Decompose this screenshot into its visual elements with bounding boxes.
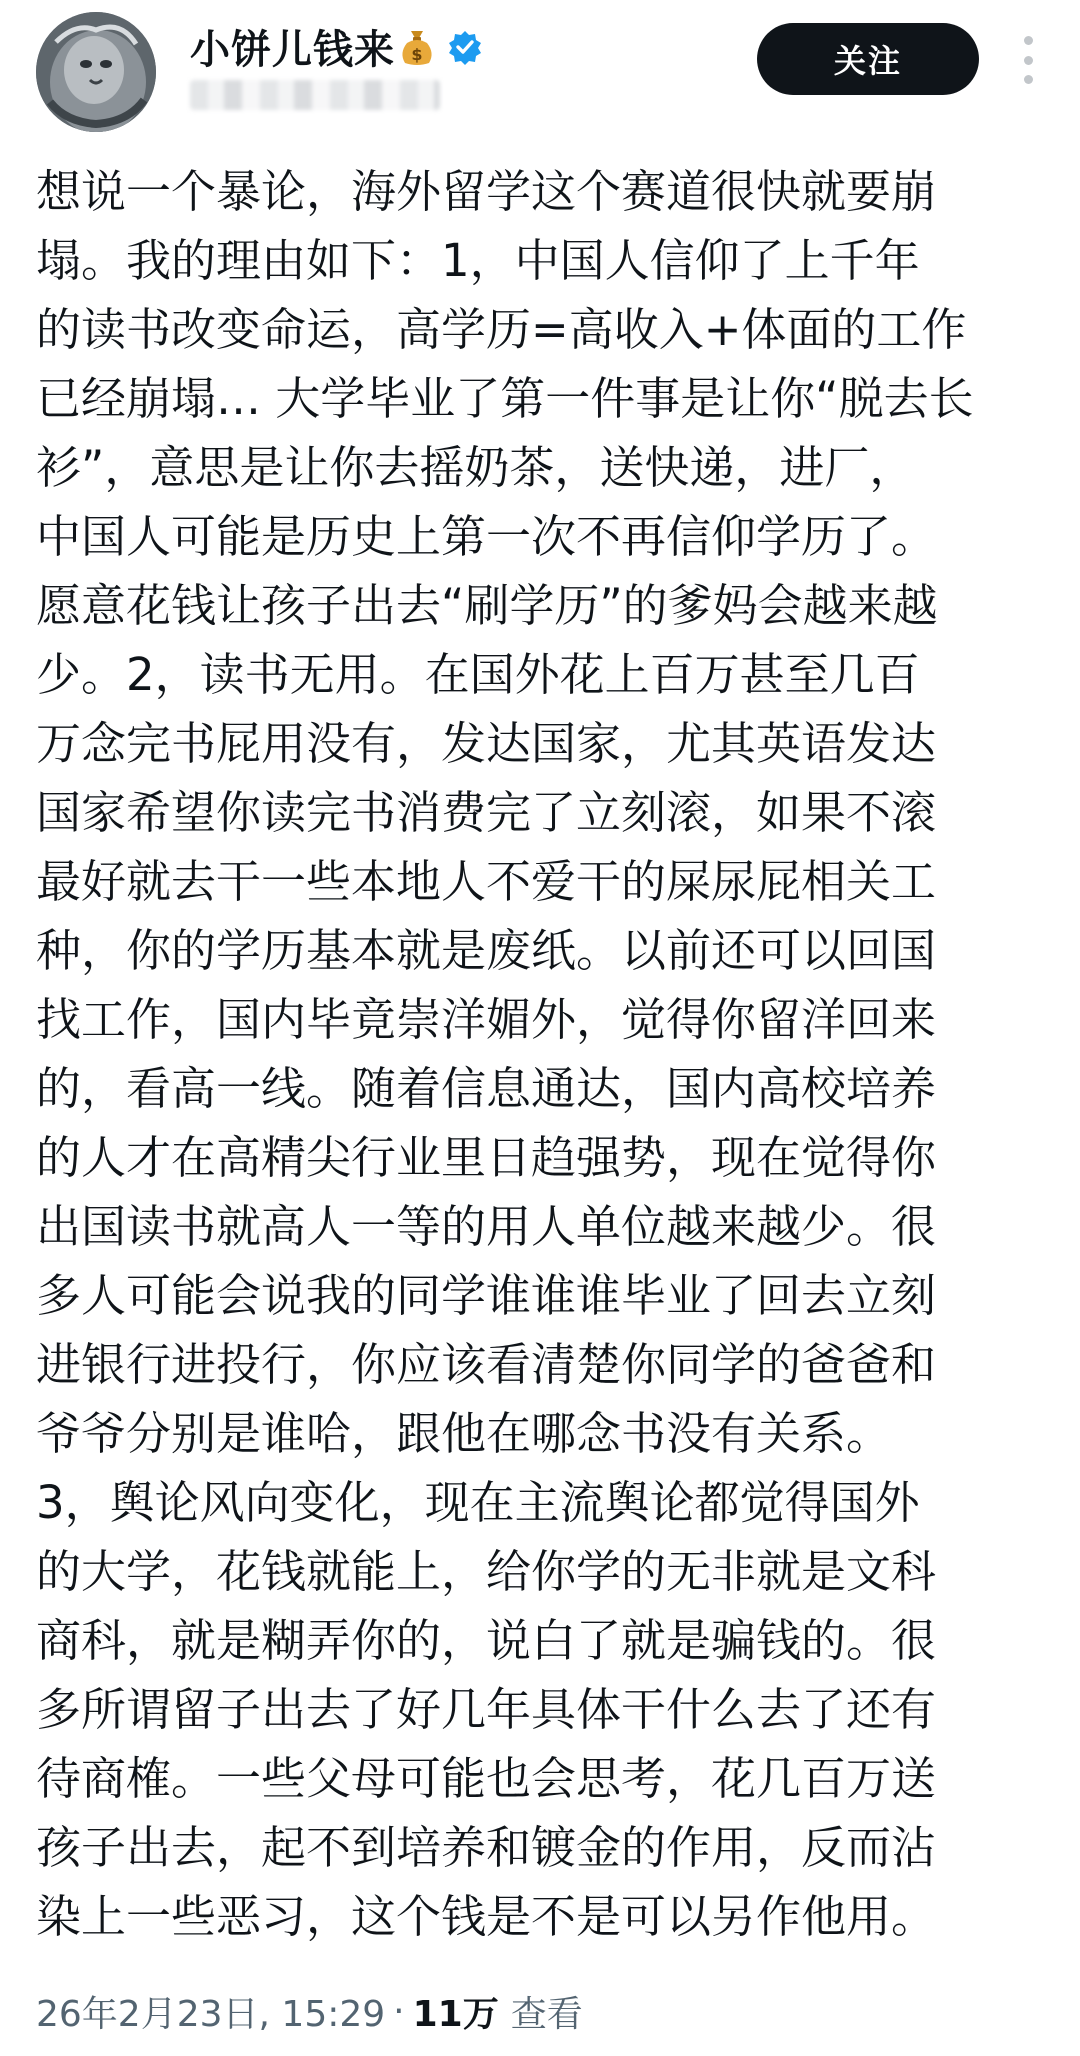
post-text-line: 商科，就是糊弄你的，说白了就是骗钱的。很 [36, 1614, 937, 1667]
post-text-line: 塌。我的理由如下：1，中国人信仰了上千年 [36, 234, 920, 287]
menu-dot [1024, 36, 1033, 45]
post-text [36, 157, 1046, 1951]
post-text-line: 的人才在高精尖行业里日趋强势，现在觉得你 [36, 1131, 937, 1184]
post-text-line: 少。2，读书无用。在国外花上百万甚至几百 [36, 648, 920, 701]
post-text-line: 想说一个暴论，海外留学这个赛道很快就要崩 [36, 165, 937, 218]
post-text-line: 的大学，花钱就能上，给你学的无非就是文科 [36, 1545, 937, 1598]
post-text-line: 中国人可能是历史上第一次不再信仰学历了。 [36, 510, 937, 563]
post-text-line: 衫”，意思是让你去摇奶茶，送快递，进厂， [36, 441, 915, 494]
menu-dot [1024, 56, 1033, 65]
views-count: 11万 [412, 1993, 499, 2035]
post-text-line: 孩子出去，起不到培养和镀金的作用，反而沾 [36, 1821, 937, 1874]
more-vertical-icon[interactable] [1018, 36, 1038, 84]
post-text-line: 已经崩塌… 大学毕业了第一件事是让你“脱去长 [36, 372, 974, 425]
post-header [0, 0, 1080, 150]
post-text-line: 多所谓留子出去了好几年具体干什么去了还有 [36, 1683, 937, 1736]
post-text-line: 进银行进投行，你应该看清楚你同学的爸爸和 [36, 1338, 937, 1391]
post-text-line: 的，看高一线。随着信息通达，国内高校培养 [36, 1062, 937, 1115]
post-text-line: 爷爷分别是谁哈，跟他在哪念书没有关系。 [36, 1407, 892, 1460]
post-text-line: 待商榷。一些父母可能也会思考，花几百万送 [36, 1752, 937, 1805]
meta-separator: · [393, 1990, 405, 2032]
moneybag-icon [399, 27, 435, 67]
views-label: 查看 [510, 1993, 583, 2035]
post-text-line: 万念完书屁用没有，发达国家，尤其英语发达 [36, 717, 937, 770]
menu-dot [1024, 75, 1033, 84]
post-text-line: 出国读书就高人一等的用人单位越来越少。很 [36, 1200, 937, 1253]
author-name-row[interactable] [190, 18, 483, 75]
avatar-image [36, 12, 156, 132]
author-name[interactable]: 小饼儿钱来 [190, 27, 395, 73]
post-text-line: 找工作，国内毕竟崇洋媚外，觉得你留洋回来 [36, 993, 937, 1046]
post-text-line: 最好就去干一些本地人不爱干的屎尿屁相关工 [36, 855, 937, 908]
post-text-line: 愿意花钱让孩子出去“刷学历”的爹妈会越来越 [36, 579, 938, 632]
post-timestamp[interactable]: 26年2月23日, 15:29 [36, 1993, 386, 2035]
post-text-line: 3，舆论风向变化，现在主流舆论都觉得国外 [36, 1476, 920, 1529]
post-text-line: 种，你的学历基本就是废纸。以前还可以回国 [36, 924, 937, 977]
svg-text:$: $ [411, 44, 423, 64]
author-handle-redacted [190, 80, 440, 110]
post-text-line: 国家希望你读完书消费完了立刻滚，如果不滚 [36, 786, 937, 839]
verified-badge-icon [447, 29, 483, 65]
follow-button[interactable]: 关注 [757, 23, 979, 95]
post-text-line: 多人可能会说我的同学谁谁谁毕业了回去立刻 [36, 1269, 937, 1322]
avatar[interactable] [36, 12, 156, 132]
post-meta [36, 1983, 583, 2039]
post-text-line: 的读书改变命运，高学历=高收入+体面的工作 [36, 303, 967, 356]
post-text-line: 染上一些恶习，这个钱是不是可以另作他用。 [36, 1890, 937, 1943]
